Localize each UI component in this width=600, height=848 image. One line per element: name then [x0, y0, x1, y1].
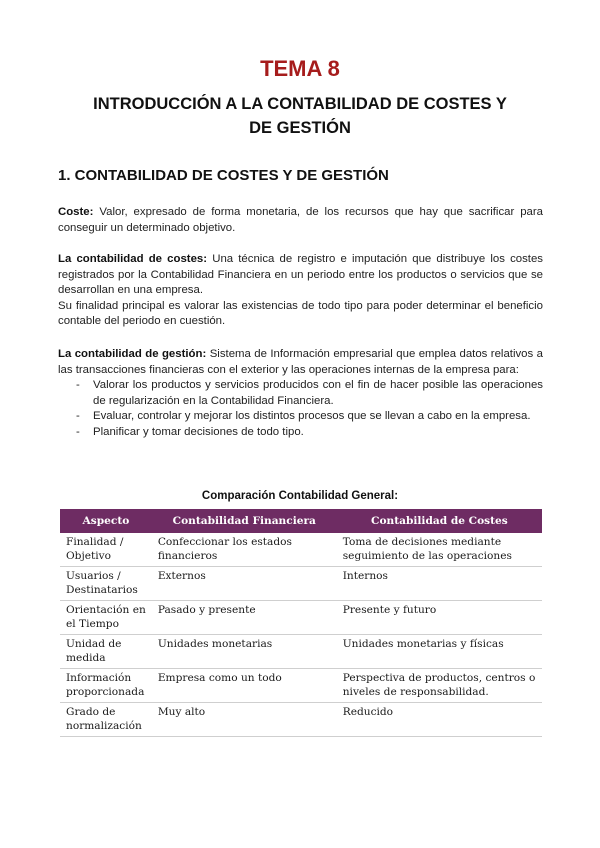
table-cell: Toma de decisiones mediante seguimiento de las operaciones	[337, 533, 542, 567]
coste-paragraph	[58, 205, 543, 236]
table-row	[60, 669, 542, 703]
list-item: - Evaluar, controlar y mejorar los distintos procesos que se llevan a cabo en la empresa.	[58, 409, 543, 425]
page-title-line-2: DE GESTIÓN	[249, 119, 351, 137]
contabilidad-costes-term: La contabilidad de costes:	[58, 253, 208, 265]
table-cell: Unidad de medida	[60, 635, 152, 669]
table-cell: Externos	[152, 567, 337, 601]
list-item: - Planificar y tomar decisiones de todo tipo.	[58, 425, 543, 441]
contabilidad-costes-definition: Una técnica de registro e imputación que distribuye los costes registrados por la Contabilidad Financiera en un periodo entre los productos o servicios que se desarrollan en una empresa.	[58, 253, 543, 296]
table-cell: Confeccionar los estados financieros	[152, 533, 337, 567]
contabilidad-costes-finalidad: Su finalidad principal es valorar las existencias de todo tipo para poder determinar el beneficio contable del periodo en cuestión.	[58, 299, 543, 327]
page-title-line-1: INTRODUCCIÓN A LA CONTABILIDAD DE COSTES Y	[93, 95, 507, 113]
contabilidad-gestion-definition: Sistema de Información empresarial que emplea datos relativos a las transacciones financieras con el exterior y las operaciones internas de la empresa para:	[58, 348, 543, 376]
table-cell: Orientación en el Tiempo	[60, 601, 152, 635]
contabilidad-gestion-paragraph	[58, 347, 543, 440]
comparison-table	[60, 509, 542, 737]
table-row	[60, 703, 542, 737]
coste-definition: Valor, expresado de forma monetaria, de los recursos que hay que sacrificar para conseguir un determinado objetivo.	[58, 206, 543, 234]
table-cell: Reducido	[337, 703, 542, 737]
header-financiera: Contabilidad Financiera	[152, 509, 337, 533]
table-cell: Muy alto	[152, 703, 337, 737]
table-caption: Comparación Contabilidad General:	[201, 490, 399, 502]
table-cell: Pasado y presente	[152, 601, 337, 635]
section-heading: 1. CONTABILIDAD DE COSTES Y DE GESTIÓN	[58, 167, 389, 184]
table-cell: Unidades monetarias	[152, 635, 337, 669]
gestion-bullet-list	[58, 378, 543, 440]
table-row	[60, 601, 542, 635]
table-cell: Empresa como un todo	[152, 669, 337, 703]
table-row	[60, 635, 542, 669]
table-cell: Internos	[337, 567, 542, 601]
dash-bullet: -	[76, 410, 80, 422]
dash-bullet: -	[76, 379, 80, 391]
dash-bullet: -	[76, 425, 80, 438]
table-header-row	[60, 509, 542, 533]
contabilidad-costes-paragraph	[58, 252, 543, 330]
header-costes: Contabilidad de Costes	[337, 509, 542, 533]
table-row	[60, 533, 542, 567]
table-cell: Información proporcionada	[60, 669, 152, 703]
table-cell: Usuarios / Destinatarios	[60, 567, 152, 601]
table-row	[60, 567, 542, 601]
table-cell: Finalidad / Objetivo	[60, 533, 152, 567]
page-title	[60, 92, 540, 140]
table-cell: Grado de normalización	[60, 703, 152, 737]
list-item: - Valorar los productos y servicios producidos con el fin de hacer posible las operaciones de regularización en la Contabilidad Financiera.	[76, 379, 543, 407]
table-cell: Presente y futuro	[337, 601, 542, 635]
table-cell: Perspectiva de productos, centros o niveles de responsabilidad.	[337, 669, 542, 703]
contabilidad-gestion-term: La contabilidad de gestión:	[58, 348, 207, 360]
header-aspecto: Aspecto	[60, 509, 152, 533]
tema-label: TEMA 8	[260, 56, 340, 81]
table-cell: Unidades monetarias y físicas	[337, 635, 542, 669]
coste-term: Coste:	[58, 206, 94, 218]
